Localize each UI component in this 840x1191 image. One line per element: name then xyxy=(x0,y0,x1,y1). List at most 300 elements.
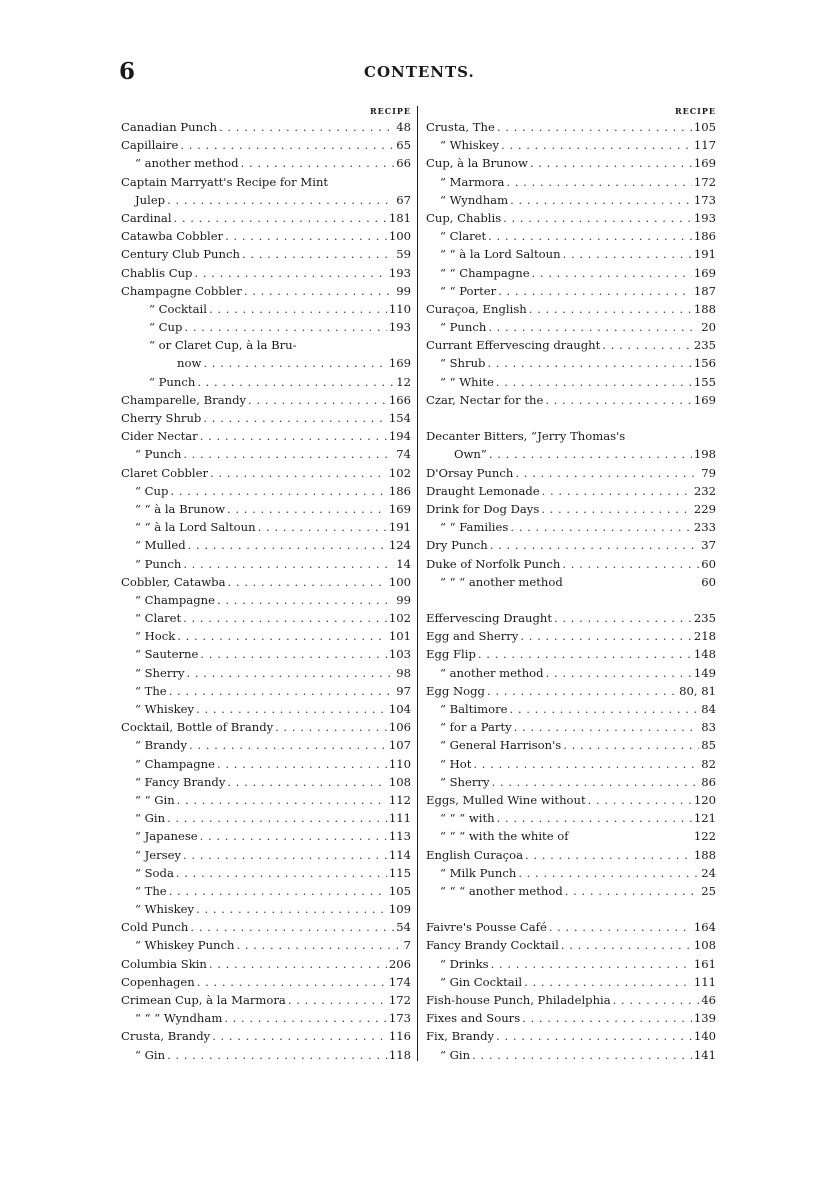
entry-text: “ Punch xyxy=(135,556,182,571)
index-entry xyxy=(426,918,716,936)
dot-leader xyxy=(180,136,394,154)
entry-text: Egg Nogg xyxy=(426,683,485,698)
dot-leader xyxy=(227,500,387,518)
index-entry xyxy=(426,300,716,318)
entry-text: English Curaçoa xyxy=(426,847,524,862)
entry-page: 24 xyxy=(701,865,716,880)
dot-leader xyxy=(510,191,692,209)
entry-text: “ Gin xyxy=(440,1047,471,1062)
index-entry xyxy=(121,136,411,154)
entry-page: 194 xyxy=(388,429,411,444)
entry-page: 112 xyxy=(388,792,411,807)
index-entry xyxy=(121,173,411,191)
index-entry xyxy=(426,573,716,591)
entry-page: 25 xyxy=(701,883,716,898)
entry-page: 67 xyxy=(396,192,411,207)
index-entry xyxy=(426,464,716,482)
entry-text: Egg and Sherry xyxy=(426,629,519,644)
entry-text: “ Shrub xyxy=(440,356,486,371)
entry-page: 120 xyxy=(693,792,716,807)
entry-text: Captain Marryatt's Recipe for Mint xyxy=(121,174,329,189)
dot-leader xyxy=(503,209,692,227)
entry-text: “ Marmora xyxy=(440,174,505,189)
dot-leader xyxy=(212,1027,387,1045)
index-entry xyxy=(121,445,411,463)
index-entry xyxy=(121,609,411,627)
entry-text: Effervescing Draught xyxy=(426,611,553,626)
dot-leader xyxy=(501,136,692,154)
index-entry xyxy=(426,282,716,300)
entry-page: 107 xyxy=(388,738,411,753)
entry-text: “ The xyxy=(135,883,167,898)
dot-leader xyxy=(492,773,700,791)
entry-text: Cup, Chablis xyxy=(426,210,502,225)
dot-leader xyxy=(196,900,387,918)
entry-text: “ “ “ with xyxy=(440,811,495,826)
dot-leader xyxy=(200,827,387,845)
dot-leader xyxy=(488,318,699,336)
dot-leader xyxy=(219,118,394,136)
dot-leader xyxy=(200,645,387,663)
index-entry xyxy=(121,482,411,500)
dot-leader xyxy=(498,282,692,300)
entry-page: 7 xyxy=(403,938,411,953)
entry-text: “ Brandy xyxy=(135,738,188,753)
entry-page: 172 xyxy=(388,993,411,1007)
entry-page: 174 xyxy=(388,974,411,989)
entry-text: “ or Claret Cup, à la Bru- xyxy=(149,338,297,353)
index-entry xyxy=(426,136,716,154)
entry-text: “ The xyxy=(135,683,167,698)
dot-leader xyxy=(490,536,699,554)
index-entry xyxy=(121,882,411,900)
entry-text: “ General Harrison's xyxy=(440,738,562,753)
entry-text: Duke of Norfolk Punch xyxy=(426,556,561,571)
entry-page: 109 xyxy=(388,902,411,917)
dot-leader xyxy=(244,282,394,300)
entry-text: “ “ “ with the white of xyxy=(440,829,569,844)
entry-page: 48 xyxy=(396,120,411,134)
index-entry xyxy=(426,1009,716,1027)
dot-leader xyxy=(487,354,691,372)
dot-leader xyxy=(228,573,387,591)
dot-leader xyxy=(554,609,692,627)
entry-page: 110 xyxy=(388,301,411,316)
entry-text: “ “ à la Lord Saltoun xyxy=(135,520,256,535)
entry-page: 169 xyxy=(693,392,716,407)
entry-text: “ Jersey xyxy=(135,847,182,862)
index-entry xyxy=(121,809,411,827)
index-entry xyxy=(121,827,411,845)
entry-page: 74 xyxy=(396,447,411,462)
entry-text: “ Punch xyxy=(149,374,196,389)
entry-page: 169 xyxy=(388,356,411,371)
entry-text: “ Baltimore xyxy=(440,702,508,716)
entry-text: “ Gin xyxy=(135,1047,166,1062)
index-entry xyxy=(426,645,716,663)
dot-leader xyxy=(196,700,387,718)
entry-text: Eggs, Mulled Wine without xyxy=(426,792,586,807)
entry-text: now xyxy=(177,356,202,371)
dot-leader xyxy=(532,264,692,282)
index-entry xyxy=(121,282,411,300)
page-number: 6 xyxy=(119,58,136,85)
entry-text: Champarelle, Brandy xyxy=(121,392,247,407)
entry-page: 46 xyxy=(701,993,716,1007)
entry-text: “ “ Families xyxy=(440,520,509,535)
dot-leader xyxy=(224,1009,387,1027)
dot-leader xyxy=(561,936,692,954)
entry-page: 111 xyxy=(388,811,411,826)
dot-leader xyxy=(209,300,387,318)
index-entry xyxy=(426,500,716,518)
entry-text: “ Gin Cocktail xyxy=(440,974,523,989)
entry-page: 54 xyxy=(396,920,411,935)
entry-page: 118 xyxy=(388,1047,411,1062)
entry-text: “ “ White xyxy=(440,374,494,389)
entry-page: 187 xyxy=(693,283,716,298)
entry-page: 108 xyxy=(388,774,411,789)
entry-text: “ “ Champagne xyxy=(440,265,530,280)
index-entry xyxy=(121,936,411,954)
entry-page: 169 xyxy=(693,265,716,280)
index-entry xyxy=(121,864,411,882)
entry-page: 124 xyxy=(388,538,411,553)
entry-page: 86 xyxy=(701,774,716,789)
dot-leader xyxy=(258,518,387,536)
dot-leader xyxy=(167,1046,387,1064)
index-entry xyxy=(121,664,411,682)
entry-page: 186 xyxy=(693,229,716,244)
dot-leader xyxy=(174,209,387,227)
entry-text: Cup, à la Brunow xyxy=(426,156,528,171)
index-entry xyxy=(426,809,716,827)
spacer xyxy=(426,591,716,609)
entry-text: “ “ “ Wyndham xyxy=(135,1011,223,1026)
entry-text: Chablis Cup xyxy=(121,265,193,280)
index-entry xyxy=(121,245,411,263)
entry-page: 173 xyxy=(388,1011,411,1026)
entry-text: Dry Punch xyxy=(426,538,488,553)
index-entry xyxy=(121,409,411,427)
entry-text: “ Punch xyxy=(440,320,487,335)
index-entry xyxy=(426,827,716,845)
spacer xyxy=(426,900,716,918)
entry-page: 141 xyxy=(693,1047,716,1062)
dot-leader xyxy=(472,1046,692,1064)
dot-leader xyxy=(520,627,691,645)
index-entry xyxy=(121,373,411,391)
entry-text: “ Champagne xyxy=(135,756,215,771)
entry-text: “ Fancy Brandy xyxy=(135,774,226,789)
index-entry xyxy=(426,791,716,809)
dot-leader xyxy=(200,427,387,445)
index-entry xyxy=(426,773,716,791)
index-entry xyxy=(426,718,716,736)
entry-text: Fix, Brandy xyxy=(426,1029,495,1044)
entry-page: 104 xyxy=(388,702,411,716)
index-entry xyxy=(426,555,716,573)
dot-leader xyxy=(241,154,395,172)
entry-page: 218 xyxy=(693,629,716,644)
dot-leader xyxy=(203,409,387,427)
entry-page: 97 xyxy=(396,683,411,698)
index-entry xyxy=(426,427,716,445)
entry-text: Cocktail, Bottle of Brandy xyxy=(121,720,274,735)
entry-text: “ Hot xyxy=(440,756,472,771)
index-entry xyxy=(121,427,411,445)
dot-leader xyxy=(487,682,677,700)
entry-page: 85 xyxy=(701,738,716,753)
entry-page: 114 xyxy=(388,847,411,862)
entry-list xyxy=(426,118,716,1064)
index-entry xyxy=(121,318,411,336)
index-entry xyxy=(121,627,411,645)
index-entry xyxy=(121,500,411,518)
entry-text: “ Gin xyxy=(135,811,166,826)
entry-page: 84 xyxy=(701,702,716,716)
entry-page: 235 xyxy=(693,338,716,353)
entry-text: Crusta, The xyxy=(426,120,495,134)
index-entry xyxy=(121,700,411,718)
dot-leader xyxy=(546,664,692,682)
entry-page: 166 xyxy=(388,392,411,407)
entry-page: 169 xyxy=(388,501,411,516)
entry-page: 121 xyxy=(693,811,716,826)
dot-leader xyxy=(530,154,692,172)
entry-text: “ another method xyxy=(440,665,544,680)
index-entry xyxy=(121,300,411,318)
entry-page: 111 xyxy=(693,974,716,989)
entry-page: 37 xyxy=(701,538,716,553)
index-entry xyxy=(121,209,411,227)
dot-leader xyxy=(529,300,692,318)
entry-page: 12 xyxy=(396,374,411,389)
index-entry xyxy=(426,118,716,136)
index-entry xyxy=(426,391,716,409)
entry-text: Century Club Punch xyxy=(121,247,240,262)
entry-text: “ Whiskey xyxy=(135,702,195,716)
entry-text: Cardinal xyxy=(121,210,172,225)
dot-leader xyxy=(524,973,692,991)
index-entry xyxy=(426,700,716,718)
index-entry xyxy=(426,336,716,354)
entry-text: Fixes and Sours xyxy=(426,1011,521,1026)
index-entry xyxy=(426,846,716,864)
entry-text: “ Cocktail xyxy=(149,301,207,316)
entry-text: Egg Flip xyxy=(426,647,476,662)
entry-text: “ Wyndham xyxy=(440,192,509,207)
index-entry xyxy=(426,736,716,754)
index-entry xyxy=(121,791,411,809)
index-entry xyxy=(121,518,411,536)
index-entry xyxy=(121,118,411,136)
index-entry xyxy=(121,682,411,700)
index-entry xyxy=(426,318,716,336)
dot-leader xyxy=(242,245,394,263)
spacer xyxy=(426,409,716,427)
dot-leader xyxy=(227,773,386,791)
dot-leader xyxy=(541,500,692,518)
entry-text: Curaçoa, English xyxy=(426,301,527,316)
dot-leader xyxy=(510,700,700,718)
entry-text: “ Cup xyxy=(149,320,183,335)
entry-text: “ another method xyxy=(135,156,239,171)
entry-page: 188 xyxy=(693,847,716,862)
index-entry xyxy=(426,191,716,209)
entry-text: “ Japanese xyxy=(135,829,198,844)
entry-page: 102 xyxy=(388,611,411,626)
entry-text: Cider Nectar xyxy=(121,429,198,444)
dot-leader xyxy=(545,391,692,409)
index-entry xyxy=(121,227,411,245)
entry-page: 191 xyxy=(693,247,716,262)
index-entry xyxy=(121,955,411,973)
dot-leader xyxy=(187,664,395,682)
dot-leader xyxy=(562,555,699,573)
index-entry xyxy=(426,627,716,645)
entry-page: 79 xyxy=(701,465,716,480)
dot-leader xyxy=(542,482,692,500)
dot-leader xyxy=(613,991,700,1009)
entry-text: “ Whiskey xyxy=(135,902,195,917)
entry-page: 110 xyxy=(388,756,411,771)
index-entry xyxy=(121,191,411,209)
dot-leader xyxy=(197,973,387,991)
entry-page: 117 xyxy=(693,138,716,153)
entry-page: 198 xyxy=(693,447,716,462)
dot-leader xyxy=(525,846,692,864)
dot-leader xyxy=(506,173,691,191)
dot-leader xyxy=(549,918,692,936)
dot-leader xyxy=(514,718,700,736)
index-entry xyxy=(426,354,716,372)
entry-page: 65 xyxy=(396,138,411,153)
entry-page: 173 xyxy=(693,192,716,207)
entry-text: Faivre's Pousse Café xyxy=(426,920,547,935)
dot-leader xyxy=(183,555,394,573)
entry-page: 232 xyxy=(693,483,716,498)
entry-text: Columbia Skin xyxy=(121,956,207,971)
index-entry xyxy=(426,1046,716,1064)
entry-text: “ Sherry xyxy=(135,665,185,680)
entry-page: 186 xyxy=(388,483,411,498)
entry-text: Fancy Brandy Cocktail xyxy=(426,938,559,953)
entry-text: “ Claret xyxy=(440,229,487,244)
dot-leader xyxy=(169,682,395,700)
entry-page: 139 xyxy=(693,1011,716,1026)
dot-leader xyxy=(588,791,692,809)
entry-text: “ “ à la Lord Saltoun xyxy=(440,247,561,262)
entry-page: 149 xyxy=(693,665,716,680)
entry-text: Own” xyxy=(454,447,487,462)
index-entry xyxy=(426,864,716,882)
entry-text: “ Sherry xyxy=(440,774,490,789)
entry-page: 156 xyxy=(693,356,716,371)
entry-page: 140 xyxy=(693,1029,716,1044)
entry-page: 66 xyxy=(396,156,411,171)
index-entry xyxy=(121,354,411,372)
entry-page: 229 xyxy=(693,501,716,516)
entry-text: Claret Cobbler xyxy=(121,465,209,480)
entry-page: 83 xyxy=(701,720,716,735)
dot-leader xyxy=(248,391,387,409)
entry-page: 105 xyxy=(693,120,716,134)
entry-text: “ Soda xyxy=(135,865,174,880)
entry-text: Decanter Bitters, “Jerry Thomas's xyxy=(426,429,626,444)
entry-text: Cherry Shrub xyxy=(121,411,202,425)
index-entry xyxy=(426,264,716,282)
index-entry xyxy=(121,536,411,554)
entry-page: 148 xyxy=(693,647,716,662)
entry-text: Catawba Cobbler xyxy=(121,229,224,244)
index-entry xyxy=(121,645,411,663)
dot-leader xyxy=(203,354,386,372)
index-entry xyxy=(121,718,411,736)
entry-page: 115 xyxy=(388,865,411,880)
entry-page: 98 xyxy=(396,665,411,680)
index-entry xyxy=(426,227,716,245)
entry-text: “ Mulled xyxy=(135,538,186,553)
entry-text: Capillaire xyxy=(121,138,179,153)
entry-page: 106 xyxy=(388,720,411,735)
index-entry xyxy=(121,464,411,482)
dot-leader xyxy=(225,227,387,245)
dot-leader xyxy=(236,936,401,954)
index-entry xyxy=(426,991,716,1009)
entry-text: “ Sauterne xyxy=(135,647,199,662)
dot-leader xyxy=(515,464,699,482)
index-entry xyxy=(426,682,716,700)
index-entry xyxy=(426,445,716,463)
index-entry xyxy=(426,882,716,900)
index-entry xyxy=(121,1009,411,1027)
entry-page: 161 xyxy=(693,956,716,971)
index-entry xyxy=(426,482,716,500)
index-entry xyxy=(426,518,716,536)
entry-text: Draught Lemonade xyxy=(426,483,540,498)
index-entry xyxy=(426,373,716,391)
dot-leader xyxy=(288,991,387,1009)
entry-page: 101 xyxy=(388,629,411,644)
index-entry xyxy=(121,1027,411,1045)
dot-leader xyxy=(217,755,387,773)
index-entry xyxy=(426,936,716,954)
entry-text: Crusta, Brandy xyxy=(121,1029,211,1044)
index-entry xyxy=(426,955,716,973)
entry-page: 20 xyxy=(701,320,716,335)
entry-text: “ Cup xyxy=(135,483,169,498)
entry-page: 122 xyxy=(693,829,716,844)
index-entry xyxy=(121,1046,411,1064)
entry-page: 193 xyxy=(693,210,716,225)
entry-page: 191 xyxy=(388,520,411,535)
index-entry xyxy=(426,609,716,627)
dot-leader xyxy=(518,864,699,882)
dot-leader xyxy=(565,882,699,900)
entry-text: Currant Effervescing draught xyxy=(426,338,601,353)
entry-text: Canadian Punch xyxy=(121,120,218,134)
entry-text: Champagne Cobbler xyxy=(121,283,242,298)
entry-page: 113 xyxy=(388,829,411,844)
dot-leader xyxy=(497,809,692,827)
dot-leader xyxy=(167,191,394,209)
dot-leader xyxy=(217,591,394,609)
dot-leader xyxy=(478,645,692,663)
entry-text: “ “ Gin xyxy=(135,792,175,807)
dot-leader xyxy=(183,445,394,463)
dot-leader xyxy=(488,227,692,245)
